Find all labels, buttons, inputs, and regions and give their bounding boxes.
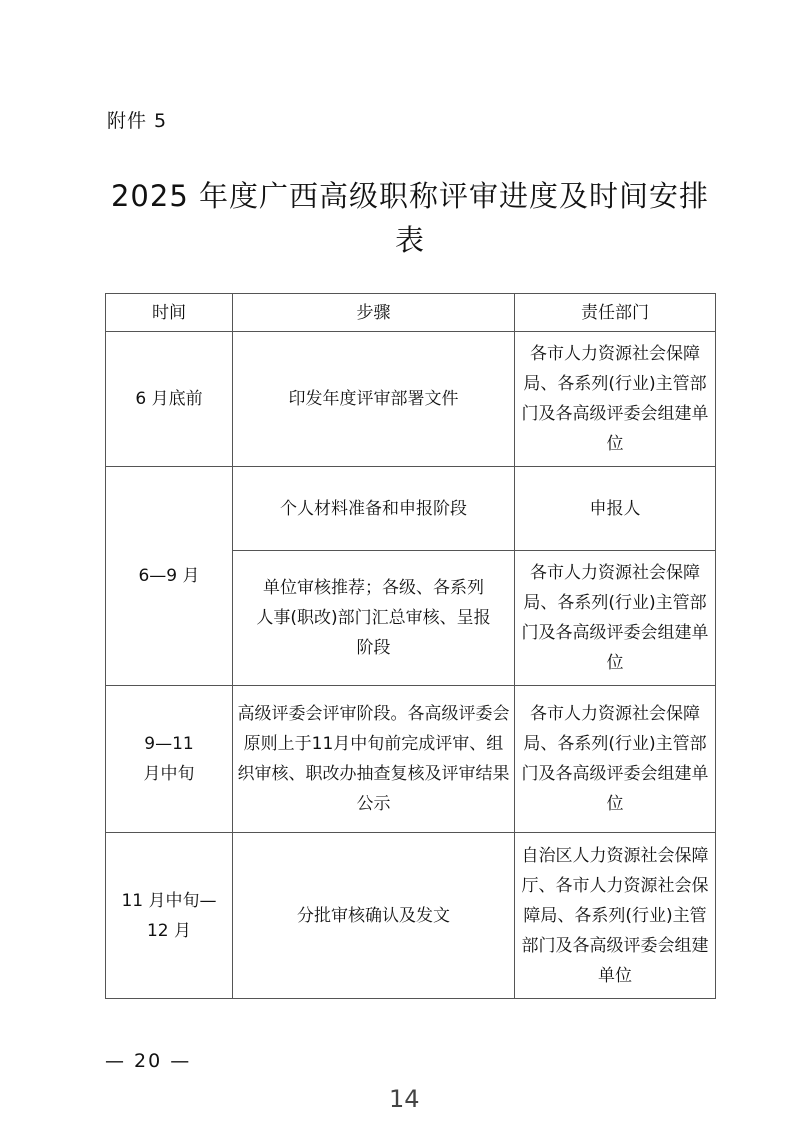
cell-step: 印发年度评审部署文件 xyxy=(233,332,515,467)
cell-step: 单位审核推荐；各级、各系列人事(职改)部门汇总审核、呈报阶段 xyxy=(233,551,515,686)
table-row xyxy=(106,686,716,833)
page-number: — 20 — xyxy=(105,1050,192,1072)
attachment-label: 附件 5 xyxy=(107,110,168,132)
cell-dept: 自治区人力资源社会保障厅、各市人力资源社会保障局、各系列(行业)主管部门及各高级评委会组建单位 xyxy=(515,833,716,999)
cell-step: 分批审核确认及发文 xyxy=(233,833,515,999)
cell-time: 6—9 月 xyxy=(106,467,233,686)
cell-dept: 申报人 xyxy=(515,467,716,551)
table-row xyxy=(106,467,716,551)
cell-step: 高级评委会评审阶段。各高级评委会原则上于11月中旬前完成评审、组织审核、职改办抽查复核及评审结果公示 xyxy=(233,686,515,833)
cell-time: 6 月底前 xyxy=(106,332,233,467)
cell-dept: 各市人力资源社会保障局、各系列(行业)主管部门及各高级评委会组建单位 xyxy=(515,332,716,467)
cell-step: 个人材料准备和申报阶段 xyxy=(233,467,515,551)
cell-time: 11 月中旬—12 月 xyxy=(106,833,233,999)
cell-dept: 各市人力资源社会保障局、各系列(行业)主管部门及各高级评委会组建单位 xyxy=(515,686,716,833)
schedule-table xyxy=(105,293,716,999)
header-time: 时间 xyxy=(106,294,233,332)
header-dept: 责任部门 xyxy=(515,294,716,332)
title-text: 2025 年度广西高级职称评审进度及时间安排表 xyxy=(110,179,710,257)
document-title xyxy=(100,174,720,262)
header-step: 步骤 xyxy=(233,294,515,332)
table-row xyxy=(106,833,716,999)
footer-page-number: 14 xyxy=(389,1085,420,1113)
table-header-row xyxy=(106,294,716,332)
table-row xyxy=(106,332,716,467)
cell-dept: 各市人力资源社会保障局、各系列(行业)主管部门及各高级评委会组建单位 xyxy=(515,551,716,686)
cell-time: 9—11 月中旬 xyxy=(106,686,233,833)
